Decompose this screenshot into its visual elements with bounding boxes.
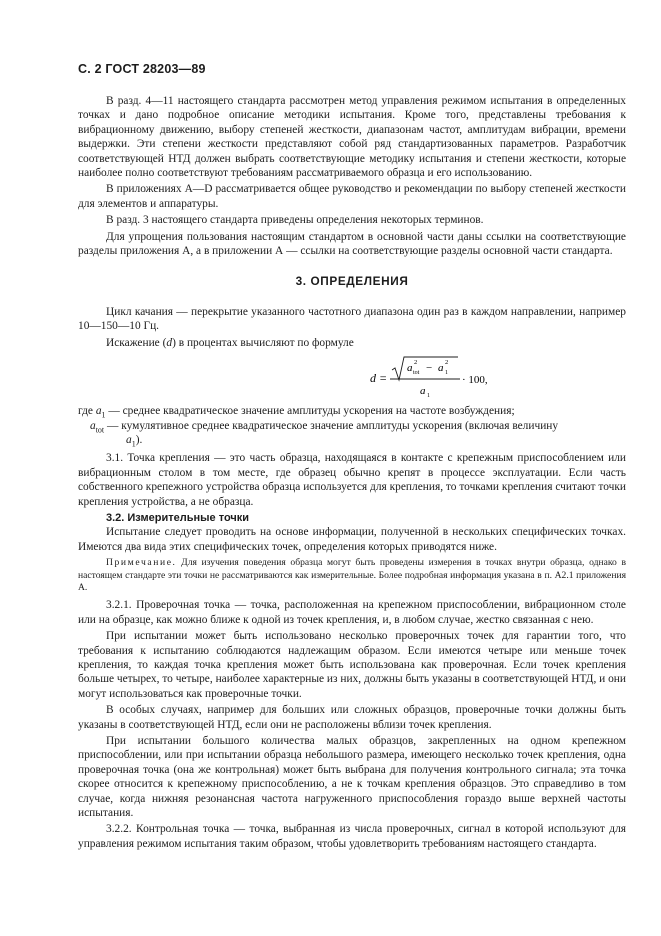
formula-lhs: d = [370,371,388,386]
note [78,557,626,594]
where-lead: где [78,405,96,418]
distortion-intro-b: ) в процентах вычисляют по формуле [172,336,354,349]
sweep-cycle-definition: Цикл качания — перекрытие указанного частотного диапазона один раз в каждом направлении, например 10—150—10 Гц. [78,305,626,333]
note-head: Примечание. [106,557,177,569]
distortion-formula [370,356,490,402]
where-atot-symbol: a [90,419,96,432]
distortion-intro-a: Искажение ( [106,336,167,349]
formula-num-sub-tot: tot [413,370,420,377]
formula-den-sub-1: 1 [427,393,430,400]
formula-num-b-sup-2: 2 [445,359,449,367]
clause-3-2-2: 3.2.2. Контрольная точка — точка, выбранная из числа проверочных, сигнал в которой используют для управления режимом испытания таким образом, чтобы удовлетворить требованиям настоящего стандарта. [78,823,626,850]
where-atot [78,419,626,433]
intro-paragraph-3: В разд. 3 настоящего стандарта приведены определения некоторых терминов. [106,214,484,227]
intro-paragraph-4: Для упрощения пользования настоящим стандартом в основной части даны ссылки на соответствующие разделы приложения А, а в приложении А — ссылки на соответствующие разделы основной части стандарта. [78,230,626,258]
clause-3-1: 3.1. Точка крепления — это часть образца, находящаяся в контакте с крепежным приспособлением или вибрационным столом в том месте, где образец обычно крепят в процессе эксплуатации. Если часть собственного крепежного устройства образца используется для крепления, то точками крепления считают точки крепления устройства, а не образца. [78,452,626,508]
distortion-intro [78,336,626,350]
intro-paragraph-1: В разд. 4—11 настоящего стандарта рассмотрен метод управления режимом испытания в определенных точках и дано подробное описание методики испытания. Кроме того, представлены требования к вибрационному движению, выбору степеней жесткости, диапазонам частот, амплитудам вибрации, времени выдержки. Эти степени жесткости представляют собой ряд стандартизованных параметров. Разработчик соответствующей НТД должен выбрать соответствующие методику испытания и степени жесткости, которые наиболее полно соответствуют требованиям рассматриваемого образца и его использованию. [78,95,626,180]
formula-num-b: a [438,362,444,375]
where-atot-text: — кумулятивное среднее квадратическое значение амплитуды ускорения (включая величину [104,419,559,432]
where-a1-symbol: a [95,405,102,418]
where-a1 [78,404,626,418]
formula-num-a: a [407,362,413,375]
note-text: Для изучения поведения образца могут быть проведены измерения в точках внутри образца, однако в настоящем стандарте эти точки не рассматриваются как измерительные. Более подробная информация указана в п. А2.1 приложения А. [78,557,626,593]
distortion-variable: d [166,336,173,349]
clause-3-2-1-para-4: При испытании большого количества малых образцов, закрепленных на одном крепежном приспособлении, или при испытании образца небольшого размера, имеющего несколько точек крепления, одна проверочная точка (она же контрольная) может быть выбрана для получения контрольного сигнала; эта точка скорее относится к крепежному приспособлению, а не к точкам крепления образцов. Это справедливо в том случае, когда нижняя резонансная частота нагруженного приспособления гораздо выше верхней частоты испытания. [78,735,626,820]
formula-tail: · 100, [462,374,488,387]
clause-3-2-1-para-3: В особых случаях, например для больших или сложных образцов, проверочные точки должны быть указаны в соответствующей НТД, если они не расположены вблизи точек крепления. [78,704,626,731]
formula-num-sub-1: 1 [445,370,448,377]
formula-row [78,352,626,404]
where-a1-subscript: 1 [101,410,106,420]
where-atot-subscript: tot [95,424,105,434]
where-atot-cont-subscript: 1 [131,439,136,449]
clause-3-2-title: 3.2. Измерительные точки [106,511,250,524]
running-header: С. 2 ГОСТ 28203—89 [78,62,206,76]
page-content [78,94,626,851]
formula-minus: − [426,362,433,375]
section-title: 3. ОПРЕДЕЛЕНИЯ [295,274,409,289]
clause-3-2-text: Испытание следует проводить на основе информации, полученной в нескольких специфических точках. Имеются два вида этих специфических точек, определения которых приводятся ниже. [78,526,626,553]
intro-paragraph-2: В приложениях A—D рассматривается общее руководство и рекомендации по выбору степеней жесткости для элементов и аппаратуры. [78,183,626,210]
where-atot-cont-tail: ). [135,433,143,446]
where-a1-text: — среднее квадратическое значение амплитуды ускорения на частоте возбуждения; [105,405,515,418]
formula-graphic [370,356,490,402]
clause-3-2-1-para-2: При испытании может быть использовано несколько проверочных точек для гарантии того, что требования к испытанию соблюдаются надлежащим образом. Если имеются четыре или меньше точек крепления, то каждая точка крепления может быть использована как проверочная. Если точек крепления больше четырех, то четыре, наиболее характерные из них, должны быть указаны в соответствующей НТД, и они могут использоваться как проверочные точки. [78,630,626,700]
where-atot-cont-symbol: a [126,433,132,446]
formula-denominator: a [420,385,426,398]
where-atot-continuation [78,433,626,447]
clause-3-2-1: 3.2.1. Проверочная точка — точка, расположенная на крепежном приспособлении, вибрационном столе или на образце, как можно ближе к одной из точек крепления, и, в любом случае, жестко связанная с нею. [78,599,626,626]
formula-num-sup-2: 2 [414,359,418,367]
